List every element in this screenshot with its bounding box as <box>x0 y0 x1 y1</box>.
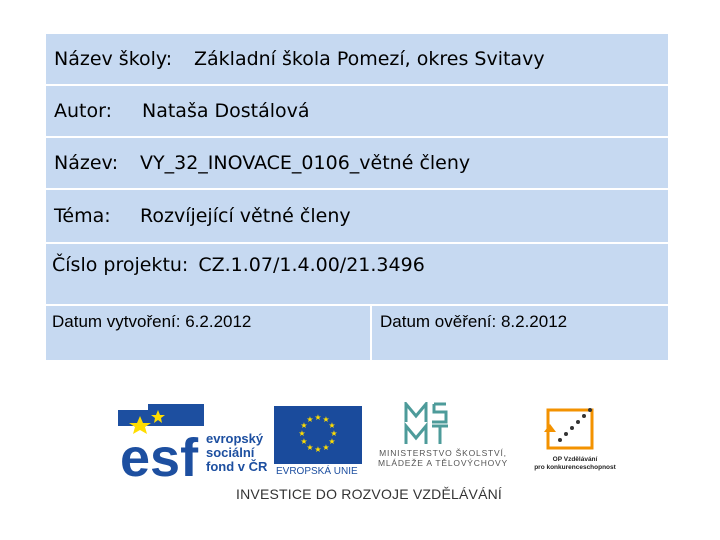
project-row <box>46 244 668 306</box>
topic-label: Téma: <box>54 205 111 227</box>
svg-text:★: ★ <box>306 415 314 424</box>
author-value: Nataša Dostálová <box>142 100 310 122</box>
eu-label: EVROPSKÁ UNIE <box>276 466 358 477</box>
topic-value: Rozvíjející větné členy <box>140 205 351 227</box>
project-value: CZ.1.07/1.4.00/21.3496 <box>198 254 425 276</box>
svg-text:★: ★ <box>314 445 322 454</box>
svg-text:★: ★ <box>314 413 322 422</box>
eu-flag-icon <box>274 406 362 464</box>
info-table <box>46 34 668 362</box>
op-line2: pro konkurenceschopnost <box>534 464 616 471</box>
svg-text:★: ★ <box>328 421 336 430</box>
svg-text:★: ★ <box>300 421 308 430</box>
school-value: Základní škola Pomezí, okres Svitavy <box>194 48 545 70</box>
esf-line2: sociální <box>206 445 255 460</box>
author-label: Autor: <box>54 100 112 122</box>
svg-text:★: ★ <box>306 443 314 452</box>
op-line1: OP Vzdělávání <box>552 456 598 463</box>
svg-text:★: ★ <box>330 429 338 438</box>
svg-text:★: ★ <box>298 429 306 438</box>
msmt-mark-icon <box>368 402 518 446</box>
svg-text:★: ★ <box>300 437 308 446</box>
created-date: Datum vytvoření: 6.2.2012 <box>46 306 370 360</box>
msmt-line1: MINISTERSTVO ŠKOLSTVÍ, <box>379 448 507 458</box>
svg-text:esf: esf <box>120 428 199 478</box>
school-label: Název školy: <box>54 48 173 70</box>
msmt-logo <box>368 402 518 478</box>
svg-text:★: ★ <box>328 437 336 446</box>
project-label: Číslo projektu: <box>52 254 189 276</box>
investice-caption: INVESTICE DO ROZVOJE VZDĚLÁVÁNÍ <box>236 486 503 502</box>
op-mark-icon <box>530 402 620 454</box>
msmt-line2: MLÁDEŽE A TĚLOVÝCHOVY <box>377 458 508 468</box>
topic-row <box>46 190 668 244</box>
dates-row <box>46 306 668 362</box>
eu-logo <box>274 406 362 476</box>
school-row <box>46 34 668 86</box>
esf-line3: fond v ČR <box>206 459 268 474</box>
name-value: VY_32_INOVACE_0106_větné členy <box>140 152 471 174</box>
op-logo <box>530 402 620 478</box>
esf-logo <box>118 404 268 480</box>
verified-date: Datum ověření: 8.2.2012 <box>372 306 668 360</box>
esf-line1: evropský <box>206 431 264 446</box>
esf-mark-icon <box>118 404 204 478</box>
name-label: Název: <box>54 152 119 174</box>
svg-text:★: ★ <box>322 415 330 424</box>
author-row <box>46 86 668 138</box>
svg-text:★: ★ <box>322 443 330 452</box>
name-row <box>46 138 668 190</box>
